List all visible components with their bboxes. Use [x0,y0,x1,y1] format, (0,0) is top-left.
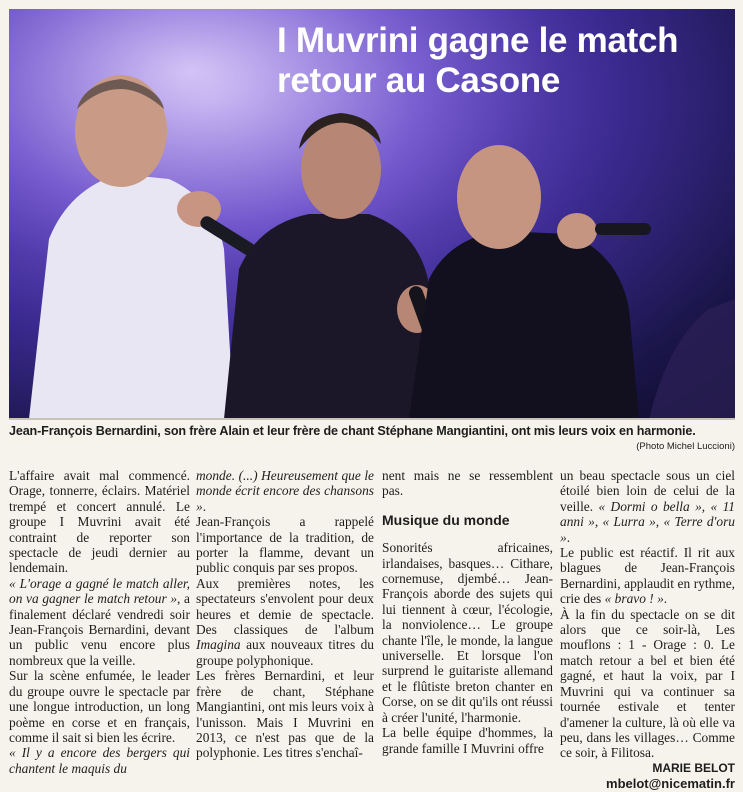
concert-photo [9,9,735,419]
paragraph [9,576,190,668]
text: , a finalement déclaré vendredi soir Jean-François Bernardini, devant un public venu encore plus nombreux que la veille. [9,591,190,668]
paragraph: Sonorités africaines, irlandaises, basques… Cithare, cornemuse, djembé… Jean-François aborde des sujets qui lui tiennent à cœur, l'écologie, la nonviolence… Le groupe chante l'île, le monde, la langue universelle. Et lorsque l'on surprend le guitariste allemand et le flûtiste breton chanter en Corse, on se dit qu'ils ont réussi à créer l'unité, l'harmonie. [382,540,553,725]
paragraph: Jean-François a rappelé l'importance de la tradition, de porter la flamme, devant un public conquis par ses propos. [196,514,374,576]
text: aux nouveaux titres du groupe polyphonique. [196,637,374,668]
photo-credit: (Photo Michel Luccioni) [636,441,735,452]
paragraph [196,468,374,514]
text: . [202,498,207,514]
song-titles: « Dormi o bella », « 11 anni », « Lurra », « Terre d'oru » [560,498,735,545]
paragraph: Sur la scène enfumée, le leader du groupe ouvre le spectacle par une longue introduction, un long poème en corse et en français, comme il sait si bien les écrire. [9,668,190,745]
quote: « Il y a encore des bergers qui chantent le maquis du [9,745,190,776]
text: . [663,591,668,607]
article-column-3 [382,468,553,756]
article-column-4 [560,468,735,792]
paragraph [560,468,735,545]
paragraph [560,545,735,607]
text: Aux premières notes, les spectateurs s'envolent pour deux heures et demie de spectacle. Des classiques de l'album [196,575,374,638]
photo-caption: Jean-François Bernardini, son frère Alain et leur frère de chant Stéphane Mangiantini, ont mis leurs voix en harmonie. [9,424,696,438]
subheading: Musique du monde [382,511,510,528]
headline-line-2: retour au Casone [277,61,561,100]
album-title: Imagina [196,637,241,653]
paragraph [196,576,374,668]
article-column-2 [196,468,374,761]
paragraph: Les frères Bernardini, et leur frère de chant, Stéphane Mangiantini, ont mis leurs voix à l'unisson. Mais I Muvrini en 2013, ce n'est pas que de la polyphonie. Les titres s'enchaî- [196,668,374,761]
article-column-1 [9,468,190,776]
text: Le public est réactif. Il rit aux blagues de Jean-François Bernardini, applaudit en rythme, crie des [560,545,735,607]
quote: « bravo ! » [604,591,664,607]
paragraph: nent mais ne se ressemblent pas. [382,468,553,499]
quote: monde. (...) Heureusement que le monde écrit encore des chansons » [196,468,374,514]
headline-line-1: I Muvrini gagne le match [277,21,679,60]
author-email: mbelot@nicematin.fr [606,776,735,792]
paragraph: La belle équipe d'hommes, la grande famille I Muvrini offre [382,725,553,756]
paragraph: À la fin du spectacle on se dit alors que ce soir-là, Les mouflons : 1 - Orage : 0. Le match retour a bel et bien été gagné, et haut la voix, par I Muvrini qui va continuer sa tournée estivale et tenter d'amener la culture, là où elle va peu, dans les villages… Comme ce soir, à Filitosa. [560,606,735,761]
text: . [566,529,571,545]
quote: « L'orage a gagné le match aller, on va gagner le match retour » [9,575,190,607]
headline [277,21,735,101]
paragraph: L'affaire avait mal commencé. Orage, tonnerre, éclairs. Matériel trempé et concert annulé. Le groupe I Muvrini avait été contraint de reporter son spectacle de jeudi dernier au lendemain. [9,468,190,576]
photo-rule [9,418,735,420]
author-signature: MARIE BELOT [652,760,735,775]
text: un beau spectacle sous un ciel étoilé bien loin de celui de la veille. [560,468,735,514]
